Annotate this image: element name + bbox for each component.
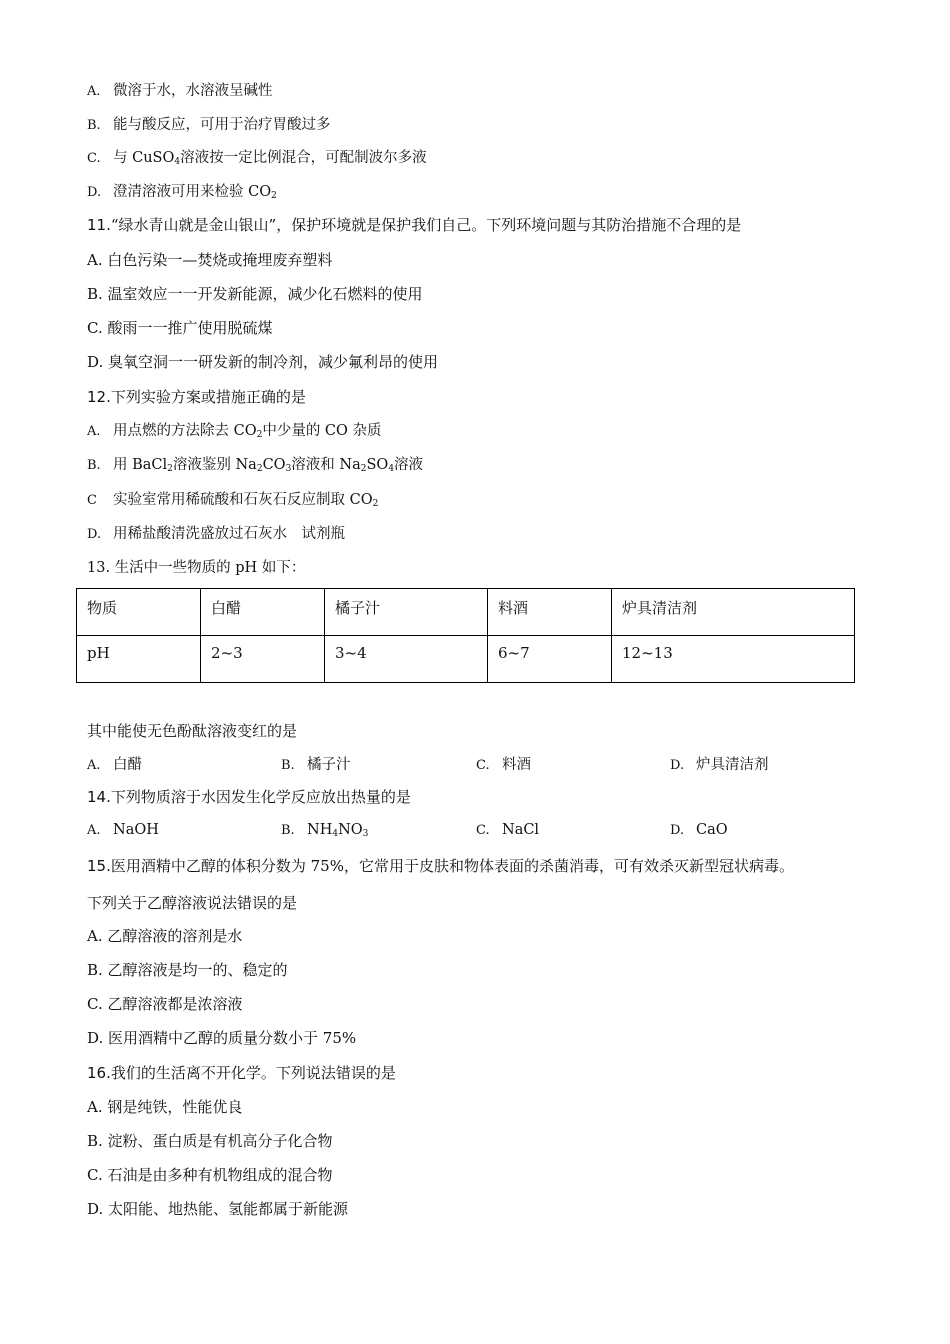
- q15-option-c: C. 乙醇溶液都是浓溶液: [87, 995, 243, 1013]
- q15-stem: 15.医用酒精中乙醇的体积分数为 75%，它常用于皮肤和物体表面的杀菌消毒，可有效杀灭新型冠状病毒。: [87, 857, 794, 875]
- q14-option-c: C. NaCl: [476, 822, 540, 838]
- q10-option-b: B. 能与酸反应，可用于治疗胃酸过多: [87, 117, 331, 133]
- table-cell: 物质: [77, 589, 201, 636]
- q11-option-c: C. 酸雨一一推广使用脱硫煤: [87, 319, 273, 337]
- table-cell: 炉具清洁剂: [612, 589, 855, 636]
- table-cell: 橘子汁: [325, 589, 488, 636]
- q10-option-a: A. 微溶于水，水溶液呈碱性: [87, 83, 273, 99]
- q12-option-a: A. 用点燃的方法除去 $CO_2$中少量的 CO 杂质: [87, 423, 382, 440]
- table-cell: 白醋: [201, 589, 325, 636]
- q14-stem: 14.下列物质溶于水因发生化学反应放出热量的是: [87, 788, 411, 806]
- table-cell: 料酒: [488, 589, 612, 636]
- table-cell: pH: [77, 636, 201, 683]
- q14-option-a: A. NaOH: [87, 822, 159, 838]
- table-row: [77, 636, 855, 683]
- q14-option-b: B. $NH_4NO_3$: [281, 822, 369, 839]
- q10-option-c: C. 与 CuSO$_4$溶液按一定比例混合，可配制波尔多液: [87, 150, 427, 167]
- q13-stem: 13. 生活中一些物质的 pH 如下：: [87, 560, 306, 576]
- q10-option-d: D. 澄清溶液可用来检验 $CO_2$: [87, 184, 277, 201]
- table-cell: 12~13: [612, 636, 855, 683]
- q12-option-c: C 实验室常用稀硫酸和石灰石反应制取 $CO_2$: [87, 492, 379, 509]
- q13-question: 其中能使无色酚酞溶液变红的是: [87, 722, 298, 740]
- q11-stem: 11.“绿水青山就是金山银山”，保护环境就是保护我们自己。下列环境问题与其防治措施不合理的是: [87, 216, 742, 234]
- ph-table: [76, 588, 855, 683]
- q13-option-d: D. 炉具清洁剂: [670, 757, 769, 773]
- q13-option-a: A. 白醋: [87, 757, 142, 773]
- table-cell: 6~7: [488, 636, 612, 683]
- q16-option-d: D. 太阳能、地热能、氢能都属于新能源: [87, 1200, 349, 1218]
- q16-option-b: B. 淀粉、蛋白质是有机高分子化合物: [87, 1132, 333, 1150]
- q15-option-a: A. 乙醇溶液的溶剂是水: [87, 927, 243, 945]
- q14-option-d: D. CaO: [670, 822, 728, 838]
- table-cell: 2~3: [201, 636, 325, 683]
- q12-option-d: D. 用稀盐酸清洗盛放过石灰水 试剂瓶: [87, 526, 345, 542]
- q13-option-b: B. 橘子汁: [281, 757, 351, 773]
- q15-stem-2: 下列关于乙醇溶液说法错误的是: [87, 894, 298, 912]
- q15-option-b: B. 乙醇溶液是均一的、稳定的: [87, 961, 288, 979]
- q11-option-a: A. 白色污染一—焚烧或掩埋废弃塑料: [87, 251, 333, 269]
- q12-option-b: B. 用 BaCl$_2$溶液鉴别 $Na_2CO_3$溶液和 $Na_2SO_4$溶液: [87, 457, 424, 474]
- table-cell: 3~4: [325, 636, 488, 683]
- q11-option-b: B. 温室效应一一开发新能源，减少化石燃料的使用: [87, 285, 423, 303]
- q13-option-c: C. 料酒: [476, 757, 531, 773]
- q16-option-c: C. 石油是由多种有机物组成的混合物: [87, 1166, 333, 1184]
- table-row: [77, 589, 855, 636]
- q11-option-d: D. 臭氧空洞一一研发新的制冷剂，减少氟利昂的使用: [87, 353, 439, 371]
- q15-option-d: D. 医用酒精中乙醇的质量分数小于 75%: [87, 1029, 357, 1047]
- q16-option-a: A. 钢是纯铁，性能优良: [87, 1098, 243, 1116]
- q12-stem: 12.下列实验方案或措施正确的是: [87, 388, 306, 406]
- q16-stem: 16.我们的生活离不开化学。下列说法错误的是: [87, 1064, 396, 1082]
